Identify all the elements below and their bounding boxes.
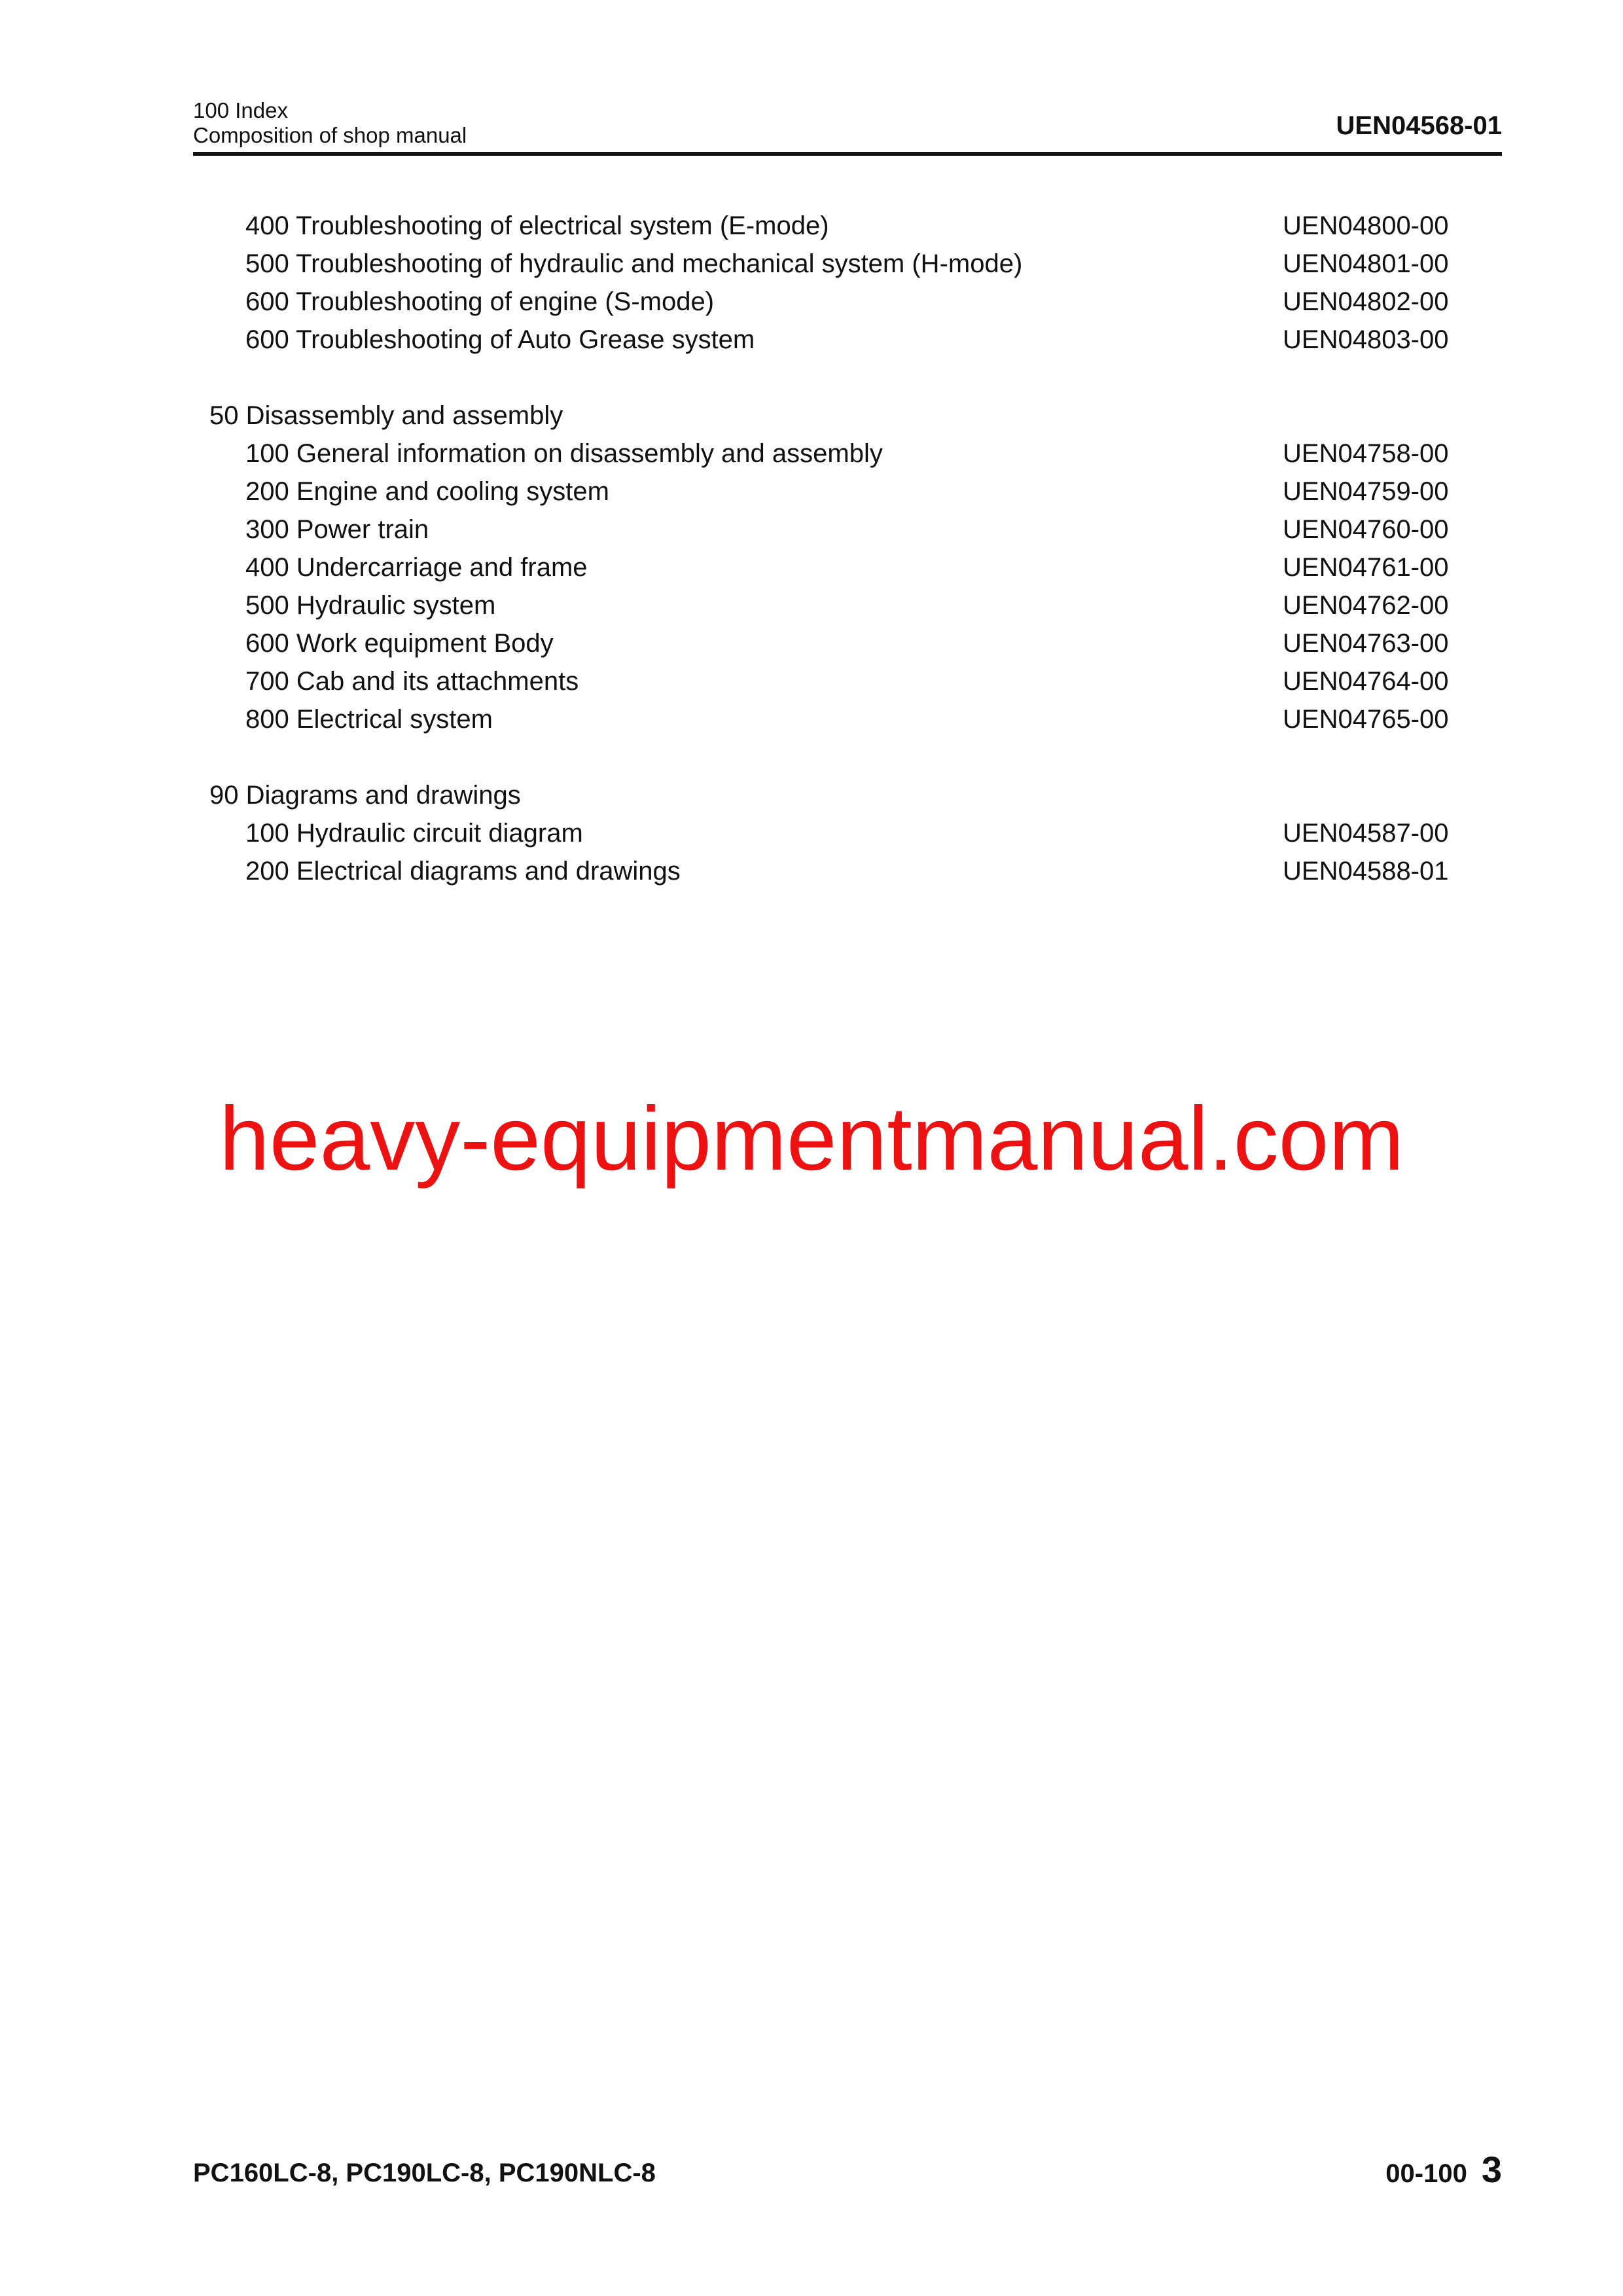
toc-entry (193, 586, 1502, 624)
toc-entry (193, 548, 1502, 586)
toc-entry-title: 800 Electrical system (245, 705, 493, 734)
toc-entry (193, 473, 1502, 511)
toc-entry-title: 200 Electrical diagrams and drawings (245, 857, 681, 886)
header-divider (193, 152, 1502, 156)
header-section-subtitle: Composition of shop manual (193, 123, 467, 147)
toc-entry-code: UEN04761-00 (1283, 553, 1449, 582)
toc-section-heading (193, 397, 1502, 435)
toc-entry-code: UEN04588-01 (1283, 857, 1449, 886)
toc-entry-code: UEN04803-00 (1283, 325, 1449, 354)
toc-entry-title: 700 Cab and its attachments (245, 667, 579, 696)
toc-entry (193, 852, 1502, 890)
toc-entry (193, 321, 1502, 359)
toc-entry-title: 100 Hydraulic circuit diagram (245, 819, 583, 848)
toc-entry-title: 600 Troubleshooting of Auto Grease system (245, 325, 755, 354)
toc-entry (193, 435, 1502, 473)
toc-section-heading (193, 776, 1502, 814)
toc-entry-code: UEN04762-00 (1283, 591, 1449, 620)
toc-entry-title: 200 Engine and cooling system (245, 477, 609, 506)
toc-entry-code: UEN04763-00 (1283, 629, 1449, 658)
toc-entry (193, 700, 1502, 738)
toc-entry-title: 500 Hydraulic system (245, 591, 496, 620)
table-of-contents (193, 207, 1502, 890)
header-doc-code: UEN04568-01 (1336, 111, 1502, 140)
footer-models: PC160LC-8, PC190LC-8, PC190NLC-8 (193, 2159, 656, 2187)
toc-entry (193, 207, 1502, 245)
toc-entry-title: 300 Power train (245, 515, 429, 544)
header-section-info (193, 98, 467, 148)
toc-entry-code: UEN04587-00 (1283, 819, 1449, 848)
toc-entry-code: UEN04764-00 (1283, 667, 1449, 696)
footer-section-code: 00-100 (1385, 2159, 1467, 2188)
toc-entry-title: 400 Troubleshooting of electrical system (E-mode) (245, 211, 829, 240)
toc-entry-code: UEN04765-00 (1283, 705, 1449, 734)
toc-entry-title: 90 Diagrams and drawings (209, 781, 521, 810)
toc-entry-title: 50 Disassembly and assembly (209, 401, 563, 430)
toc-entry-title: 400 Undercarriage and frame (245, 553, 588, 582)
toc-entry-code: UEN04758-00 (1283, 439, 1449, 468)
header-section-title: 100 Index (193, 98, 288, 122)
footer-page-info (1385, 2150, 1502, 2193)
watermark-text: heavy-equipmentmanual.com (219, 1088, 1404, 1189)
toc-entry-code: UEN04759-00 (1283, 477, 1449, 506)
page-footer (193, 2150, 1502, 2196)
toc-entry-code: UEN04800-00 (1283, 211, 1449, 240)
toc-entry-code: UEN04801-00 (1283, 249, 1449, 278)
toc-entry (193, 662, 1502, 700)
toc-entry-code: UEN04760-00 (1283, 515, 1449, 544)
toc-entry-code: UEN04802-00 (1283, 287, 1449, 316)
toc-entry-title: 500 Troubleshooting of hydraulic and mechanical system (H-mode) (245, 249, 1023, 278)
toc-entry (193, 511, 1502, 548)
toc-entry (193, 283, 1502, 321)
page-header (193, 98, 1502, 157)
toc-entry-title: 600 Work equipment Body (245, 629, 554, 658)
toc-entry (193, 245, 1502, 283)
toc-entry-title: 600 Troubleshooting of engine (S-mode) (245, 287, 715, 316)
toc-entry-title: 100 General information on disassembly and assembly (245, 439, 883, 468)
toc-entry (193, 624, 1502, 662)
toc-entry (193, 814, 1502, 852)
page-number: 3 (1481, 2149, 1502, 2190)
